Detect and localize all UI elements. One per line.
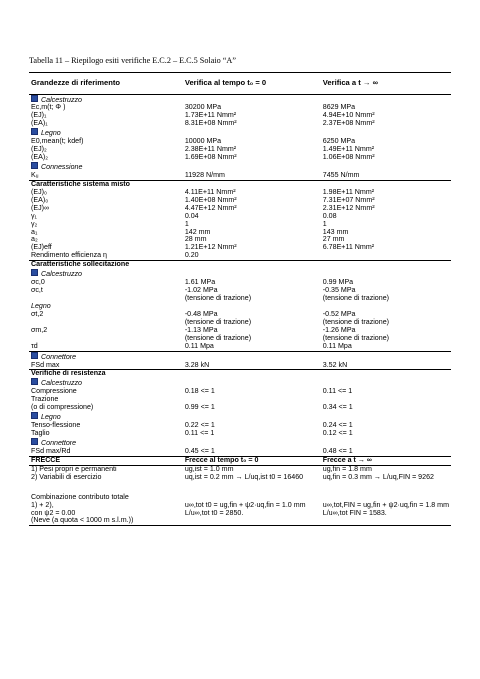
quantity-cell (29, 430, 183, 438)
cell-text: Verifiche di resistenza (31, 369, 106, 378)
cell-text: (tensione di trazione) (184, 317, 252, 326)
cell-text: Caratteristiche sistema misto (31, 179, 130, 188)
cell-text: (tensione di trazione) (322, 333, 390, 342)
subsection-row (29, 438, 451, 448)
table-row (29, 197, 451, 205)
section-heading-row (29, 370, 451, 378)
cell-text: 1.21E+12 Nmm² (184, 243, 237, 252)
cell-text: Calcestruzzo (41, 95, 83, 104)
value-tinf-cell (321, 482, 451, 494)
cell-text: 1.06E+08 Nmm² (322, 153, 375, 162)
cell-text: Trazione (31, 395, 59, 404)
value-t0-cell (183, 343, 321, 351)
table-row (29, 120, 451, 128)
cell-text: 0.99 MPa (322, 278, 354, 287)
cell-text: Frecce al tempo t₀ = 0 (184, 455, 259, 464)
cell-text: 0.22 <= 1 (184, 421, 215, 430)
quantity-cell (29, 213, 183, 221)
cell-text: -0.52 MPa (322, 309, 356, 318)
cell-text: γ₂ (31, 219, 38, 228)
cell-text: (tensione di trazione) (322, 294, 390, 302)
cell-text: ug,ist = 1.0 mm (184, 464, 234, 473)
cell-text: 0.20 (184, 251, 199, 260)
value-t0-cell (183, 252, 321, 260)
table-caption: Tabella 11 – Riepilogo esiti verifiche E.C.2 – E.C.5 Solaio “A” (29, 56, 236, 65)
value-t0-cell (183, 404, 321, 412)
cell-text: 1) + 2), (31, 500, 54, 509)
square-bullet-icon (31, 438, 38, 445)
cell-text: Rendimento efficienza η (31, 251, 107, 260)
cell-text: Kᵤ (31, 170, 39, 179)
cell-text: a₂ (31, 235, 38, 244)
value-t0-cell (183, 370, 321, 378)
cell-text: 1.69E+08 Nmm² (184, 153, 237, 162)
quantity-cell (29, 197, 183, 205)
quantity-cell (29, 295, 183, 303)
quantity-cell (29, 327, 183, 335)
cell-text: u∞,tot,FIN = ug,fin + ψ2·uq,fin = 1.8 mm (322, 500, 449, 509)
cell-text: (Neve (a quota < 1000 m s.l.m.)) (31, 516, 134, 525)
value-tinf-cell (321, 213, 451, 221)
cell-text: -1.26 MPa (322, 325, 356, 334)
quantity-cell (29, 311, 183, 319)
square-bullet-icon (31, 128, 38, 135)
cell-text: -1.13 MPa (184, 325, 218, 334)
cell-text: Legno (41, 129, 61, 138)
cell-text: 142 mm (184, 227, 211, 236)
cell-text: (tensione di trazione) (322, 317, 390, 326)
subsection-row (29, 269, 451, 279)
value-t0-cell (183, 261, 321, 269)
table-row (29, 213, 451, 221)
cell-text: 7455 N/mm (322, 170, 360, 179)
cell-text: Connettore (41, 352, 77, 361)
table-row (29, 138, 451, 146)
subsection-row (29, 412, 451, 422)
value-t0-cell (183, 244, 321, 252)
cell-text: σc,t (31, 286, 43, 295)
subsection-row (29, 378, 451, 388)
cell-text: Frecce a t → ∞ (322, 455, 372, 464)
cell-text: 3.52 kN (322, 360, 348, 369)
cell-text: (EJ)₀ (31, 187, 47, 196)
quantity-cell (29, 236, 183, 244)
square-bullet-icon (31, 95, 38, 102)
cell-text: (EJ)∞ (31, 203, 50, 212)
table-row (29, 517, 451, 525)
cell-text: γ₁ (31, 211, 37, 220)
cell-text: 4.11E+11 Nmm² (184, 187, 236, 196)
table-row (29, 112, 451, 120)
quantity-cell (29, 517, 183, 525)
cell-text: 0.45 <= 1 (184, 446, 215, 455)
cell-text: 1.40E+08 Nmm² (184, 195, 237, 204)
cell-text: Calcestruzzo (41, 270, 83, 279)
cell-text: 0.48 <= 1 (322, 446, 353, 455)
cell-text: 11928 N/mm (184, 170, 225, 179)
cell-text: 8629 MPa (322, 103, 356, 112)
cell-text: 2) Variabili di esercizio (31, 472, 102, 481)
value-tinf-cell (321, 510, 451, 518)
value-t0-cell (183, 362, 321, 370)
cell-text: σm,2 (31, 325, 48, 334)
value-tinf-cell (321, 370, 451, 378)
cell-text: (tensione di trazione) (184, 294, 252, 302)
table-row (29, 104, 451, 112)
cell-text: 0.08 (322, 211, 337, 220)
cell-text: (EA)₀ (31, 195, 49, 204)
cell-text: -0.48 MPa (184, 309, 218, 318)
cell-text: Caratteristiche sollecitazione (31, 260, 130, 269)
cell-text: FSd max (31, 360, 60, 369)
cell-text: 2.31E+12 Nmm² (322, 203, 375, 212)
cell-text: 30200 MPa (184, 103, 222, 112)
quantity-cell (29, 104, 183, 112)
quantity-cell (29, 154, 183, 162)
cell-text: 6.78E+11 Nmm² (322, 243, 375, 252)
value-tinf-cell (321, 474, 451, 482)
cell-text: Legno (41, 413, 61, 422)
value-tinf-cell (321, 404, 451, 412)
value-t0-cell (183, 510, 321, 518)
quantity-cell (29, 343, 183, 351)
section-heading-row (29, 180, 451, 188)
quantity-cell (29, 180, 183, 188)
table-row (29, 229, 451, 237)
value-tinf-cell (321, 261, 451, 269)
value-t0-cell (183, 213, 321, 221)
quantity-cell (29, 146, 183, 154)
subsection-row (29, 303, 451, 311)
value-tinf-cell (321, 343, 451, 351)
cell-text: 0.04 (184, 211, 199, 220)
subsection-row (29, 128, 451, 138)
quantity-cell (29, 279, 183, 287)
cell-text: τd (31, 341, 38, 350)
cell-text: con ψ2 = 0.00 (31, 508, 76, 517)
quantity-cell (29, 303, 183, 311)
quantity-cell (29, 221, 183, 229)
cell-text: 0.99 <= 1 (184, 403, 215, 412)
cell-text: L/u∞,tot t0 = 2850. (184, 508, 244, 517)
subsection-row (29, 351, 451, 361)
cell-text: uq,fin = 0.3 mm → L/uq,FIN = 9262 (322, 472, 434, 481)
cell-text: Ec,m(t; Φ ) (31, 103, 66, 112)
cell-text: 1) Pesi propri e permanenti (31, 464, 117, 473)
cell-text: 1.49E+11 Nmm² (322, 145, 375, 154)
quantity-cell (29, 205, 183, 213)
square-bullet-icon (31, 378, 38, 385)
value-t0-cell (183, 474, 321, 482)
value-tinf-cell (321, 120, 451, 128)
cell-text: 0.24 <= 1 (322, 421, 353, 430)
verification-summary-table (29, 72, 451, 526)
quantity-cell (29, 229, 183, 237)
value-t0-cell (183, 388, 321, 396)
cell-text: 0.11 Mpa (322, 341, 352, 350)
cell-text: 0.34 <= 1 (322, 403, 353, 412)
cell-text: 10000 MPa (184, 137, 222, 146)
cell-text: uq,ist = 0.2 mm → L/uq,ist t0 = 16460 (184, 472, 304, 481)
square-bullet-icon (31, 352, 38, 359)
cell-text: 1.61 MPa (184, 278, 216, 287)
quantity-cell (29, 120, 183, 128)
quantity-cell (29, 261, 183, 269)
value-tinf-cell (321, 517, 451, 525)
cell-text: 6250 MPa (322, 137, 356, 146)
table-row (29, 430, 451, 438)
cell-text: 0.12 <= 1 (322, 429, 353, 437)
cell-text: 27 mm (322, 235, 345, 244)
quantity-cell (29, 112, 183, 120)
section-heading-row (29, 261, 451, 269)
value-t0-cell (183, 295, 321, 303)
cell-text: (EJ)eff (31, 243, 52, 252)
cell-text: FSd max/Rd (31, 446, 71, 455)
cell-text: 28 mm (184, 235, 207, 244)
table-row (29, 343, 451, 351)
value-t0-cell (183, 154, 321, 162)
quantity-cell (29, 189, 183, 197)
header-check-t0: Verifica al tempo t₀ = 0 (183, 73, 321, 95)
value-tinf-cell (321, 430, 451, 438)
cell-text: Connettore (41, 438, 77, 447)
table-row (29, 236, 451, 244)
cell-text: (tensione di trazione) (184, 333, 252, 342)
cell-text: 1.73E+11 Nmm² (184, 111, 237, 120)
value-tinf-cell (321, 154, 451, 162)
cell-text: u∞,tot t0 = ug,fin + ψ2·uq,fin = 1.0 mm (184, 500, 306, 509)
value-t0-cell (183, 517, 321, 525)
cell-text: 2.37E+08 Nmm² (322, 119, 375, 128)
value-tinf-cell (321, 388, 451, 396)
cell-text: 8.31E+08 Nmm² (184, 119, 237, 128)
cell-text: 1 (184, 219, 189, 228)
cell-text: -0.35 MPa (322, 286, 356, 295)
cell-text: Connessione (41, 163, 83, 171)
table-row (29, 388, 451, 396)
cell-text: Calcestruzzo (41, 379, 83, 388)
cell-text: 7.31E+07 Nmm² (322, 195, 375, 204)
quantity-cell (29, 269, 183, 279)
cell-text: a₁ (31, 227, 38, 236)
table-row (29, 422, 451, 430)
quantity-cell (29, 287, 183, 295)
cell-text: L/u∞,tot FIN = 1583. (322, 508, 387, 517)
value-tinf-cell (321, 362, 451, 370)
quantity-cell (29, 422, 183, 430)
table-header-row (29, 73, 451, 95)
square-bullet-icon (31, 412, 38, 419)
table-row (29, 221, 451, 229)
table-row (29, 295, 451, 303)
table-row (29, 279, 451, 287)
subsection-row (29, 94, 451, 104)
subsection-row (29, 162, 451, 172)
cell-text: (EA)₂ (31, 153, 48, 162)
quantity-cell (29, 404, 183, 412)
cell-text: Compressione (31, 387, 77, 396)
table-row (29, 205, 451, 213)
table-row (29, 474, 451, 482)
cell-text: Taglio (31, 429, 50, 437)
value-tinf-cell (321, 205, 451, 213)
quantity-cell (29, 138, 183, 146)
cell-text: 2.38E+11 Nmm² (184, 145, 237, 154)
value-tinf-cell (321, 244, 451, 252)
cell-text: 0.18 <= 1 (184, 387, 215, 396)
quantity-cell (29, 370, 183, 378)
square-bullet-icon (31, 269, 38, 276)
cell-text: 143 mm (322, 227, 349, 236)
cell-text: ug,fin = 1.8 mm (322, 464, 372, 473)
table-row (29, 335, 451, 343)
value-t0-cell (183, 205, 321, 213)
table-row (29, 189, 451, 197)
value-t0-cell (183, 482, 321, 494)
value-tinf-cell (321, 295, 451, 303)
cell-text: E0,mean(t; kdef) (31, 137, 84, 146)
header-reference-quantities: Grandezze di riferimento (29, 73, 183, 95)
value-t0-cell (183, 120, 321, 128)
header-check-t-infinity: Verifica a t → ∞ (321, 73, 451, 95)
value-t0-cell (183, 430, 321, 438)
cell-text: (EA)₁ (31, 119, 48, 128)
table-row (29, 146, 451, 154)
cell-text: Legno (31, 301, 51, 310)
cell-text: 4.94E+10 Nmm² (322, 111, 375, 120)
cell-text: 0.11 <= 1 (322, 387, 353, 396)
cell-text: 1.98E+11 Nmm² (322, 187, 375, 196)
cell-text: Combinazione contributo totale (31, 492, 129, 501)
cell-text: 4.47E+12 Nmm² (184, 203, 237, 212)
value-tinf-cell (321, 252, 451, 260)
cell-text: 0.11 <= 1 (184, 429, 215, 437)
table-row (29, 319, 451, 327)
cell-text: 1 (322, 219, 327, 228)
cell-text: FRECCE (31, 455, 61, 464)
table-row (29, 404, 451, 412)
value-t0-cell (183, 172, 321, 180)
cell-text: (o di compressione) (31, 403, 94, 412)
value-tinf-cell (321, 172, 451, 180)
quantity-cell (29, 474, 183, 482)
cell-text: (EJ)₂ (31, 145, 47, 154)
quantity-cell (29, 335, 183, 343)
square-bullet-icon (31, 162, 38, 169)
cell-text: -1.02 MPa (184, 286, 218, 295)
cell-text: 3.28 kN (184, 360, 210, 369)
cell-text: σt,2 (31, 309, 44, 318)
table-row (29, 154, 451, 162)
cell-text: (EJ)₁ (31, 111, 47, 120)
cell-text: Tenso-flessione (31, 421, 81, 430)
quantity-cell (29, 162, 183, 172)
cell-text: 0.11 Mpa (184, 341, 214, 350)
cell-text: σc,0 (31, 278, 45, 287)
quantity-cell (29, 319, 183, 327)
